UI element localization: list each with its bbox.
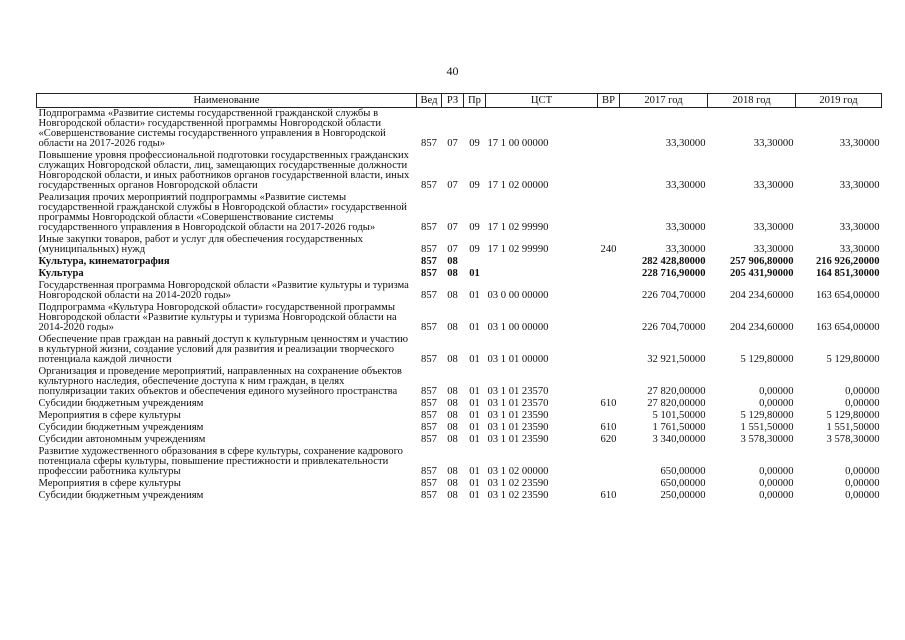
pr-cell: 09 <box>469 180 480 191</box>
pr-cell: 01 <box>469 410 480 421</box>
name-cell: Субсидии бюджетным учреждениям <box>38 490 204 501</box>
column-header-cst: ЦСТ <box>486 94 598 108</box>
ved-cell: 857 <box>421 398 437 409</box>
value-2018-cell: 205 431,90000 <box>729 268 794 279</box>
ved-cell: 857 <box>421 466 437 477</box>
pr-cell: 09 <box>469 138 480 149</box>
value-2018-cell: 3 578,30000 <box>740 434 794 445</box>
column-header-name: Наименование <box>37 94 417 108</box>
cst-cell <box>486 268 598 280</box>
cst-cell: 03 1 01 23570 <box>487 386 549 397</box>
value-2017-cell: 650,00000 <box>660 478 706 489</box>
table-row <box>37 302 882 334</box>
rz-cell: 08 <box>447 410 458 421</box>
vr-cell: 620 <box>600 434 617 445</box>
name-cell: Реализация прочих мероприятий подпрограммы «Развитие системы государственной гражданской службы в Новгородской области» государственной программы Новгородской области «Совершенствование системы государственного управления в Новгородской области на 2017-2026 годы» <box>38 192 407 233</box>
column-header-ved: Вед <box>417 94 442 108</box>
value-2018-cell: 0,00000 <box>759 478 794 489</box>
value-2019-cell: 33,30000 <box>839 180 880 191</box>
table-row <box>37 410 882 422</box>
pr-cell: 01 <box>469 354 480 365</box>
value-2017-cell: 228 716,90000 <box>641 268 706 279</box>
value-2018-cell: 33,30000 <box>753 138 794 149</box>
rz-cell: 08 <box>447 434 458 445</box>
ved-cell: 857 <box>421 290 437 301</box>
table-body <box>37 108 882 503</box>
value-2017-cell: 282 428,80000 <box>641 256 706 267</box>
pr-cell: 01 <box>469 422 480 433</box>
value-2017-cell: 226 704,70000 <box>641 322 706 333</box>
ved-cell: 857 <box>421 422 437 433</box>
pr-cell <box>464 256 486 268</box>
value-2017-cell: 226 704,70000 <box>641 290 706 301</box>
ved-cell: 857 <box>421 434 437 445</box>
ved-cell: 857 <box>421 222 437 233</box>
rz-cell: 08 <box>447 354 458 365</box>
vr-cell <box>598 192 620 234</box>
rz-cell: 08 <box>447 466 458 477</box>
vr-cell <box>598 334 620 366</box>
rz-cell: 07 <box>447 222 458 233</box>
value-2018-cell: 204 234,60000 <box>729 322 794 333</box>
cst-cell <box>486 256 598 268</box>
cst-cell: 03 1 00 00000 <box>487 322 549 333</box>
value-2018-cell: 0,00000 <box>759 490 794 501</box>
cst-cell: 03 1 01 23570 <box>487 398 549 409</box>
value-2019-cell: 1 551,50000 <box>826 422 880 433</box>
table-row <box>37 234 882 256</box>
ved-cell: 857 <box>421 490 437 501</box>
ved-cell: 857 <box>421 354 437 365</box>
value-2017-cell: 32 921,50000 <box>647 354 706 365</box>
value-2018-cell: 0,00000 <box>759 386 794 397</box>
name-cell: Организация и проведение мероприятий, направленных на сохранение объектов культурного наследия, обеспечение доступа к ним граждан, в целях популяризации таких объектов и обеспечения единого музейного пространства <box>38 366 402 397</box>
value-2019-cell: 33,30000 <box>839 222 880 233</box>
name-cell: Культура <box>38 268 84 279</box>
vr-cell <box>598 108 620 151</box>
vr-cell: 610 <box>600 422 617 433</box>
ved-cell: 857 <box>421 256 437 267</box>
pr-cell: 09 <box>469 244 480 255</box>
pr-cell: 01 <box>469 398 480 409</box>
table-row <box>37 398 882 410</box>
value-2019-cell: 0,00000 <box>845 466 880 477</box>
table-row <box>37 108 882 151</box>
rz-cell: 08 <box>447 490 458 501</box>
value-2019-cell: 3 578,30000 <box>826 434 880 445</box>
rz-cell: 07 <box>447 138 458 149</box>
column-header-2019: 2019 год <box>796 94 882 108</box>
pr-cell: 01 <box>469 322 480 333</box>
pr-cell: 01 <box>469 490 480 501</box>
pr-cell: 01 <box>469 478 480 489</box>
table-row <box>37 150 882 192</box>
name-cell: Субсидии бюджетным учреждениям <box>38 398 204 409</box>
table-row <box>37 192 882 234</box>
ved-cell: 857 <box>421 322 437 333</box>
table-header-row <box>37 94 882 108</box>
column-header-vr: ВР <box>598 94 620 108</box>
ved-cell: 857 <box>421 268 437 279</box>
cst-cell: 03 0 00 00000 <box>487 290 549 301</box>
value-2019-cell: 5 129,80000 <box>826 410 880 421</box>
vr-cell <box>598 150 620 192</box>
table-row <box>37 478 882 490</box>
pr-cell: 09 <box>469 222 480 233</box>
rz-cell: 08 <box>447 422 458 433</box>
pr-cell: 01 <box>469 466 480 477</box>
value-2019-cell: 216 926,20000 <box>815 256 880 267</box>
column-header-2018: 2018 год <box>708 94 796 108</box>
value-2017-cell: 27 820,00000 <box>647 398 706 409</box>
value-2019-cell: 0,00000 <box>845 478 880 489</box>
name-cell: Развитие художественного образования в сфере культуры, сохранение кадрового потенциала сферы культуры, повышение престижности и привлекательности профессии работника культуры <box>38 446 403 477</box>
table-row <box>37 334 882 366</box>
name-cell: Мероприятия в сфере культуры <box>38 410 181 421</box>
cst-cell: 17 1 02 00000 <box>487 180 549 191</box>
page-number: 40 <box>446 64 459 78</box>
value-2019-cell: 0,00000 <box>845 398 880 409</box>
vr-cell: 240 <box>600 244 617 255</box>
table-row <box>37 256 882 268</box>
rz-cell: 08 <box>447 478 458 489</box>
cst-cell: 03 1 02 23590 <box>487 490 549 501</box>
cst-cell: 03 1 02 00000 <box>487 466 549 477</box>
vr-cell <box>598 410 620 422</box>
value-2018-cell: 257 906,80000 <box>729 256 794 267</box>
pr-cell: 01 <box>469 386 480 397</box>
value-2017-cell: 250,00000 <box>660 490 706 501</box>
vr-cell <box>598 478 620 490</box>
table-row <box>37 422 882 434</box>
value-2019-cell: 164 851,30000 <box>815 268 880 279</box>
ved-cell: 857 <box>421 386 437 397</box>
column-header-2017: 2017 год <box>620 94 708 108</box>
vr-cell <box>598 302 620 334</box>
value-2017-cell: 1 761,50000 <box>652 422 706 433</box>
value-2019-cell: 0,00000 <box>845 490 880 501</box>
pr-cell: 01 <box>469 434 480 445</box>
value-2018-cell: 33,30000 <box>753 244 794 255</box>
vr-cell <box>598 268 620 280</box>
value-2019-cell: 163 654,00000 <box>815 290 880 301</box>
cst-cell: 17 1 00 00000 <box>487 138 549 149</box>
name-cell: Государственная программа Новгородской области «Развитие культуры и туризма Новгородской области на 2014-2020 годы» <box>38 280 409 301</box>
column-header-pr: Пр <box>464 94 486 108</box>
name-cell: Подпрограмма «Культура Новгородской области» государственной программы Новгородской области «Развитие культуры и туризма Новгородской области на 2014-2020 годы» <box>38 302 397 333</box>
ved-cell: 857 <box>421 244 437 255</box>
name-cell: Обеспечение прав граждан на равный доступ к культурным ценностям и участию в культурной жизни, создание условий для развития и реализации творческого потенциала каждой личности <box>38 334 408 365</box>
vr-cell <box>598 256 620 268</box>
name-cell: Мероприятия в сфере культуры <box>38 478 181 489</box>
value-2018-cell: 204 234,60000 <box>729 290 794 301</box>
pr-cell: 01 <box>469 290 480 301</box>
value-2019-cell: 5 129,80000 <box>826 354 880 365</box>
pr-cell: 01 <box>469 268 480 279</box>
ved-cell: 857 <box>421 138 437 149</box>
name-cell: Иные закупки товаров, работ и услуг для обеспечения государственных (муниципальных) нужд <box>38 234 363 255</box>
value-2019-cell: 0,00000 <box>845 386 880 397</box>
table-row <box>37 434 882 446</box>
value-2017-cell: 33,30000 <box>665 138 706 149</box>
cst-cell: 17 1 02 99990 <box>487 222 549 233</box>
vr-cell <box>598 446 620 478</box>
value-2018-cell: 33,30000 <box>753 222 794 233</box>
value-2017-cell: 33,30000 <box>665 244 706 255</box>
vr-cell: 610 <box>600 398 617 409</box>
value-2018-cell: 33,30000 <box>753 180 794 191</box>
cst-cell: 03 1 01 23590 <box>487 434 549 445</box>
value-2018-cell: 0,00000 <box>759 398 794 409</box>
table-row <box>37 280 882 302</box>
rz-cell: 08 <box>447 256 458 267</box>
name-cell: Подпрограмма «Развитие системы государственной гражданской службы в Новгородской области» государственной программы Новгородской области «Совершенствование системы государственного управления в Новгородской области на 2017-2026 годы» <box>38 108 386 149</box>
ved-cell: 857 <box>421 410 437 421</box>
value-2018-cell: 0,00000 <box>759 466 794 477</box>
name-cell: Субсидии автономным учреждениям <box>38 434 206 445</box>
table-row <box>37 490 882 502</box>
name-cell: Субсидии бюджетным учреждениям <box>38 422 204 433</box>
name-cell: Культура, кинематография <box>38 256 170 267</box>
cst-cell: 03 1 01 00000 <box>487 354 549 365</box>
rz-cell: 08 <box>447 398 458 409</box>
value-2017-cell: 33,30000 <box>665 180 706 191</box>
cst-cell: 03 1 01 23590 <box>487 410 549 421</box>
value-2018-cell: 5 129,80000 <box>740 354 794 365</box>
rz-cell: 08 <box>447 268 458 279</box>
vr-cell: 610 <box>600 490 617 501</box>
rz-cell: 07 <box>447 244 458 255</box>
column-header-rz: РЗ <box>442 94 464 108</box>
value-2017-cell: 650,00000 <box>660 466 706 477</box>
value-2018-cell: 1 551,50000 <box>740 422 794 433</box>
value-2018-cell: 5 129,80000 <box>740 410 794 421</box>
value-2017-cell: 3 340,00000 <box>652 434 706 445</box>
table-row <box>37 268 882 280</box>
ved-cell: 857 <box>421 180 437 191</box>
value-2019-cell: 33,30000 <box>839 244 880 255</box>
name-cell: Повышение уровня профессиональной подготовки государственных гражданских служащих Новгородской области, лиц, замещающих государственные должности Новгородской области, и иных работников органов государственной власти, иных государственных органов Новгородской области <box>38 150 410 191</box>
table-row <box>37 366 882 398</box>
vr-cell <box>598 366 620 398</box>
table-row <box>37 446 882 478</box>
budget-table <box>36 93 882 502</box>
cst-cell: 17 1 02 99990 <box>487 244 549 255</box>
rz-cell: 08 <box>447 322 458 333</box>
vr-cell <box>598 280 620 302</box>
value-2017-cell: 33,30000 <box>665 222 706 233</box>
value-2017-cell: 5 101,50000 <box>652 410 706 421</box>
cst-cell: 03 1 02 23590 <box>487 478 549 489</box>
value-2019-cell: 163 654,00000 <box>815 322 880 333</box>
rz-cell: 08 <box>447 386 458 397</box>
cst-cell: 03 1 01 23590 <box>487 422 549 433</box>
value-2017-cell: 27 820,00000 <box>647 386 706 397</box>
rz-cell: 07 <box>447 180 458 191</box>
value-2019-cell: 33,30000 <box>839 138 880 149</box>
ved-cell: 857 <box>421 478 437 489</box>
rz-cell: 08 <box>447 290 458 301</box>
